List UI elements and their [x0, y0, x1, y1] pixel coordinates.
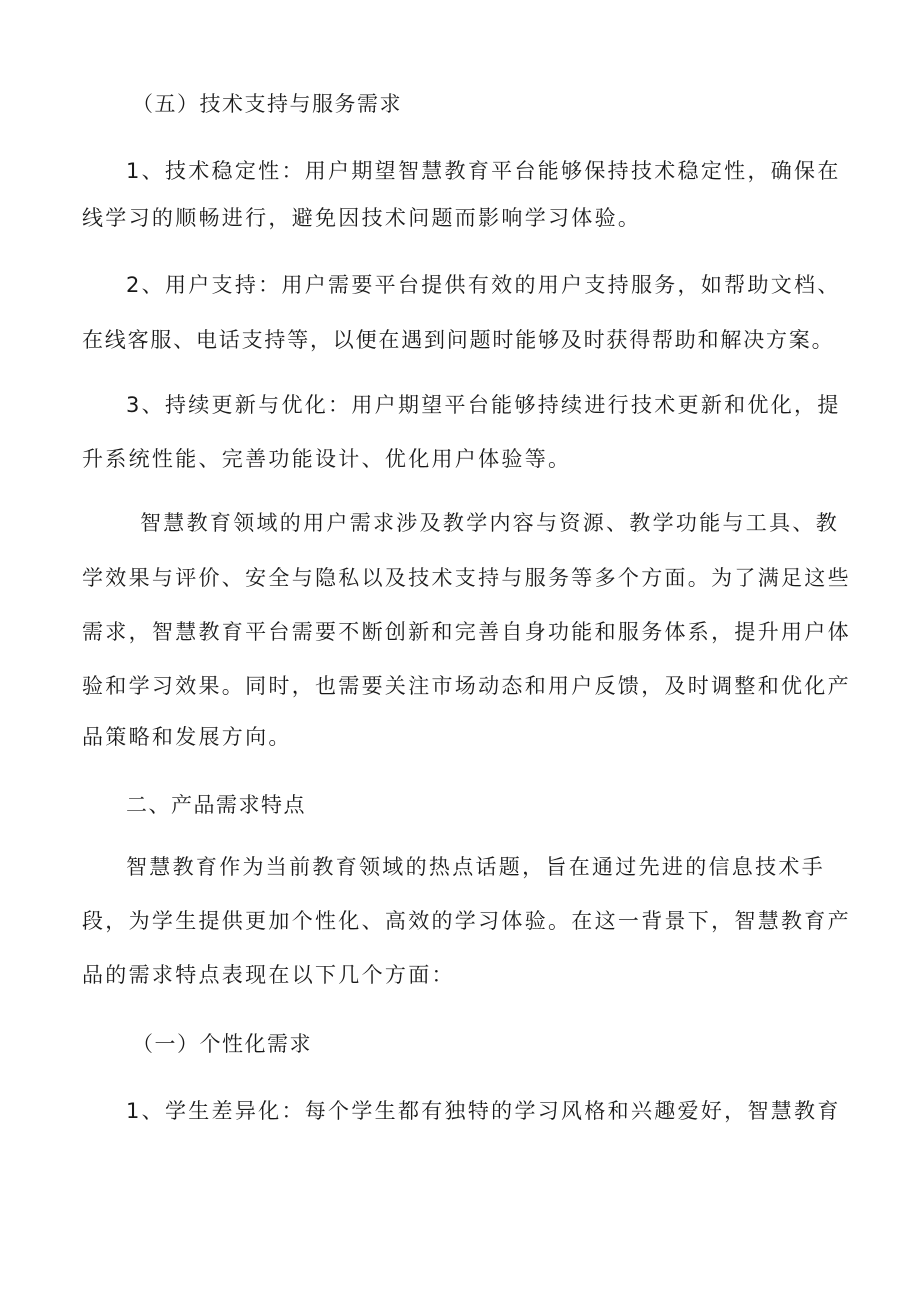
- paragraph-line: 在线客服、电话支持等，以便在遇到问题时能够及时获得帮助和解决方案。: [82, 328, 835, 352]
- chapter-heading-product-requirements: 二、产品需求特点: [126, 793, 306, 817]
- section-heading-personalization: （一）个性化需求: [132, 1032, 312, 1056]
- paragraph-line: 验和学习效果。同时，也需要关注市场动态和用户反馈，及时调整和优化产: [82, 674, 851, 698]
- paragraph-line: 智慧教育作为当前教育领域的热点话题，旨在通过先进的信息技术手: [126, 855, 825, 879]
- paragraph-line: 需求，智慧教育平台需要不断创新和完善自身功能和服务体系，提升用户体: [82, 620, 851, 644]
- paragraph-line: 1、技术稳定性：用户期望智慧教育平台能够保持技术稳定性，确保在: [126, 159, 841, 183]
- paragraph-line: 段，为学生提供更加个性化、高效的学习体验。在这一背景下，智慧教育产: [82, 909, 851, 933]
- paragraph-line: 学效果与评价、安全与隐私以及技术支持与服务等多个方面。为了满足这些: [82, 566, 851, 590]
- paragraph-line: 2、用户支持：用户需要平台提供有效的用户支持服务，如帮助文档、: [126, 273, 841, 297]
- paragraph-line: 品的需求特点表现在以下几个方面：: [82, 963, 455, 987]
- section-heading-technical-support: （五）技术支持与服务需求: [132, 92, 402, 116]
- paragraph-line: 品策略和发展方向。: [82, 725, 292, 749]
- paragraph-line: 1、学生差异化：每个学生都有独特的学习风格和兴趣爱好，智慧教育: [126, 1099, 841, 1123]
- paragraph-line: 智慧教育领域的用户需求涉及教学内容与资源、教学功能与工具、教: [140, 511, 839, 535]
- paragraph-line: 升系统性能、完善功能设计、优化用户体验等。: [82, 447, 572, 471]
- paragraph-line: 线学习的顺畅进行，避免因技术问题而影响学习体验。: [82, 206, 642, 230]
- paragraph-line: 3、持续更新与优化：用户期望平台能够持续进行技术更新和优化，提: [126, 393, 841, 417]
